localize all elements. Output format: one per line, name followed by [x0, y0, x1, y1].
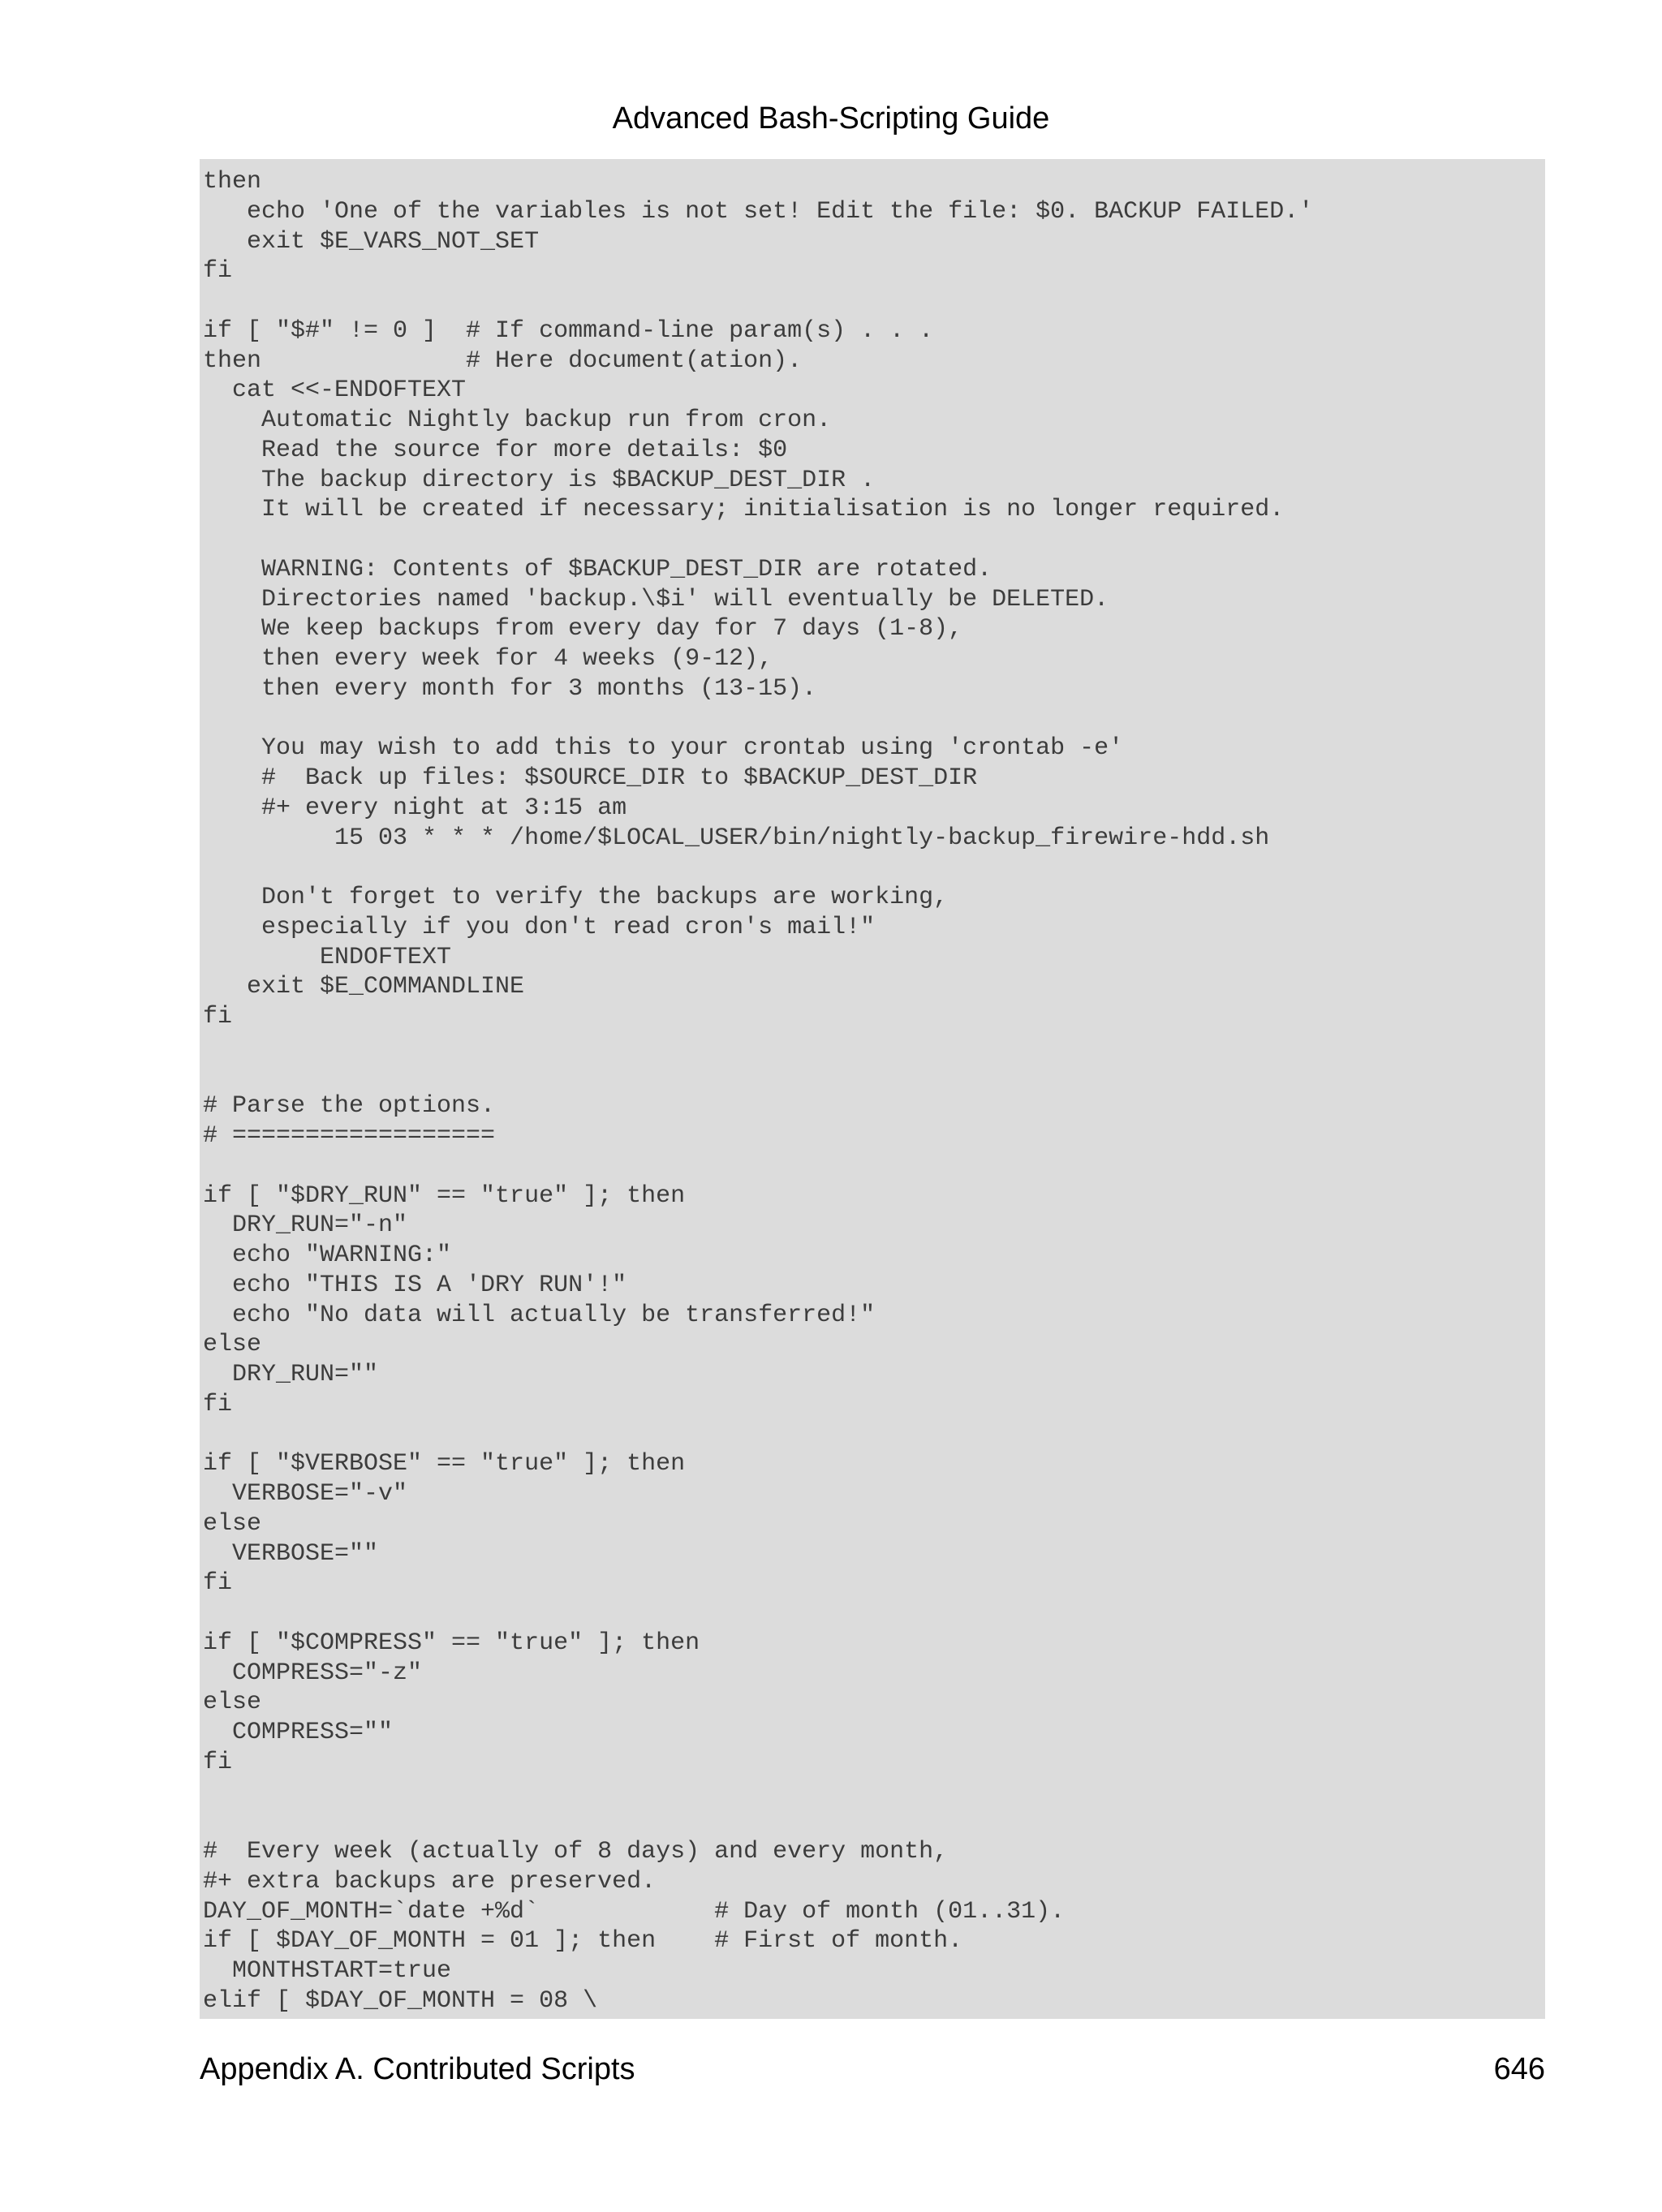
code-line: Directories named 'backup.\$i' will eventually be DELETED.: [203, 585, 1109, 613]
code-line: Don't forget to verify the backups are working,: [203, 884, 949, 911]
code-line: if [ "$DRY_RUN" == "true" ]; then: [203, 1181, 686, 1210]
code-line: Automatic Nightly backup run from cron.: [203, 407, 832, 434]
code-line: then every week for 4 weeks (9-12),: [203, 645, 773, 673]
code-line: echo 'One of the variables is not set! Edit the file: $0. BACKUP FAILED.': [203, 197, 1314, 226]
code-line: WARNING: Contents of $BACKUP_DEST_DIR are rotated.: [203, 555, 992, 583]
code-line: exit $E_VARS_NOT_SET: [203, 227, 540, 256]
code-line: fi: [203, 1003, 233, 1031]
code-line: then: [203, 168, 262, 196]
code-line: [203, 286, 1545, 316]
code-line: The backup directory is $BACKUP_DEST_DIR .: [203, 466, 876, 494]
code-line: [203, 1778, 1545, 1808]
code-line: COMPRESS="": [203, 1719, 394, 1746]
footer-section-title: Appendix A. Contributed Scripts: [200, 2052, 635, 2086]
page-header: Advanced Bash-Scripting Guide: [612, 101, 1050, 136]
code-line: [203, 525, 1545, 555]
page-footer: [200, 2050, 1545, 2089]
code-line: Read the source for more details: $0: [203, 436, 788, 464]
code-line: # ==================: [203, 1122, 496, 1150]
code-line: fi: [203, 1390, 233, 1418]
code-line: if [ "$#" != 0 ] # If command-line param(s) . . .: [203, 316, 934, 345]
code-line: else: [203, 1689, 262, 1717]
code-line: MONTHSTART=true: [203, 1957, 452, 1985]
code-line: [203, 1807, 1545, 1837]
code-listing: [200, 159, 1545, 2019]
code-line: [203, 704, 1545, 734]
code-line: exit $E_COMMANDLINE: [203, 973, 525, 1001]
code-line: We keep backups from every day for 7 days (1-8),: [203, 615, 963, 643]
code-line: if [ "$VERBOSE" == "true" ]; then: [203, 1450, 686, 1478]
code-line: [203, 853, 1545, 883]
code-line: 15 03 * * * /home/$LOCAL_USER/bin/nightly-backup_firewire-hdd.sh: [203, 824, 1270, 852]
code-line: [203, 1420, 1545, 1450]
code-line: fi: [203, 257, 233, 286]
code-line: DAY_OF_MONTH=`date +%d` # Day of month (01..31).: [203, 1897, 1066, 1926]
code-line: else: [203, 1509, 262, 1538]
code-line: fi: [203, 1748, 233, 1776]
code-line: cat <<-ENDOFTEXT: [203, 377, 467, 405]
code-line: # Every week (actually of 8 days) and every month,: [203, 1838, 949, 1866]
code-line: DRY_RUN="-n": [203, 1211, 408, 1240]
code-line: fi: [203, 1569, 233, 1598]
code-line: else: [203, 1331, 262, 1359]
code-line: #+ every night at 3:15 am: [203, 794, 627, 822]
code-line: [203, 1062, 1545, 1092]
code-line: It will be created if necessary; initialisation is no longer required.: [203, 496, 1285, 524]
code-line: VERBOSE="": [203, 1539, 379, 1568]
page-number: 646: [1493, 2052, 1545, 2086]
code-line: DRY_RUN="": [203, 1361, 379, 1388]
code-line: ENDOFTEXT: [203, 943, 452, 971]
code-line: echo "WARNING:": [203, 1242, 452, 1269]
code-line: [203, 1151, 1545, 1181]
code-line: echo "THIS IS A 'DRY RUN'!": [203, 1271, 627, 1299]
code-line: # Parse the options.: [203, 1092, 496, 1121]
code-line: especially if you don't read cron's mail!": [203, 913, 876, 941]
code-line: if [ $DAY_OF_MONTH = 01 ]; then # First of month.: [203, 1927, 963, 1956]
code-line: # Back up files: $SOURCE_DIR to $BACKUP_DEST_DIR: [203, 764, 978, 792]
code-line: You may wish to add this to your crontab using 'crontab -e': [203, 734, 1124, 763]
code-line: elif [ $DAY_OF_MONTH = 08 \: [203, 1986, 598, 2015]
code-line: then # Here document(ation).: [203, 346, 803, 375]
code-line: [203, 1599, 1545, 1629]
code-line: #+ extra backups are preserved.: [203, 1867, 657, 1896]
code-line: COMPRESS="-z": [203, 1659, 423, 1687]
code-line: echo "No data will actually be transferred!": [203, 1301, 876, 1329]
code-line: VERBOSE="-v": [203, 1480, 408, 1508]
code-line: if [ "$COMPRESS" == "true" ]; then: [203, 1629, 700, 1657]
code-line: then every month for 3 months (13-15).: [203, 674, 817, 703]
code-line: [203, 1032, 1545, 1062]
